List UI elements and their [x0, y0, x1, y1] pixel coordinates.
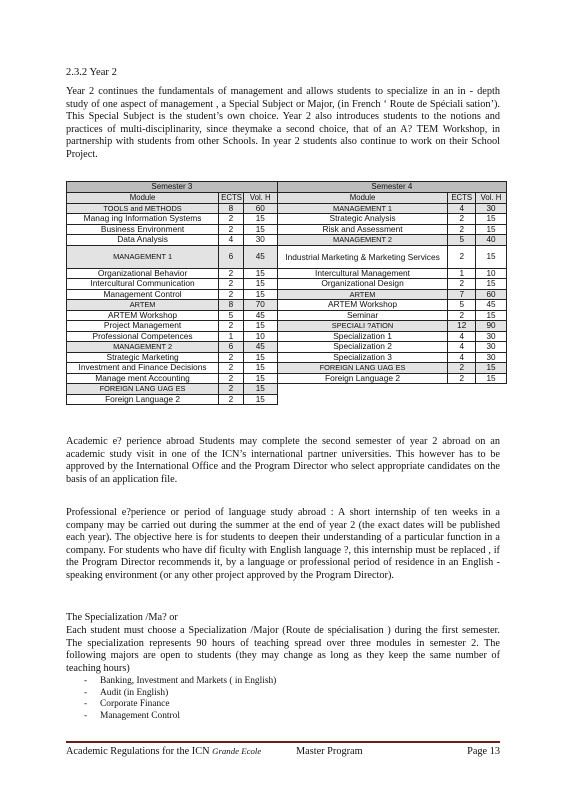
table-row — [67, 289, 507, 300]
module-cell: Specialization 2 — [277, 342, 448, 353]
ects-cell: 2 — [219, 363, 244, 374]
ects-cell: 2 — [448, 279, 476, 290]
semester-table — [66, 181, 507, 405]
module-cell: Project Management — [67, 321, 219, 332]
ects-cell: 4 — [448, 331, 476, 342]
volh-cell: 15 — [243, 384, 277, 395]
volh-cell: 45 — [243, 310, 277, 321]
col-module-header: Module — [67, 193, 219, 204]
module-cell: FOREIGN LANG UAG ES — [67, 384, 219, 395]
module-cell: Industrial Marketing & Marketing Services — [277, 245, 448, 268]
volh-cell: 15 — [476, 279, 507, 290]
table-row — [67, 363, 507, 374]
ects-cell: 6 — [219, 342, 244, 353]
academic-experience-paragraph: Academic e? perience abroad Students may complete the second semester of year 2 abroad on an academic study visit in one of the ICN’s international partner universities. This however has to be approved by the International Office and the Program Director who select appropriate candidates on the basis of an application file. — [66, 436, 500, 485]
volh-cell: 45 — [243, 342, 277, 353]
volh-cell: 10 — [243, 331, 277, 342]
table-row — [67, 300, 507, 311]
volh-cell: 15 — [476, 224, 507, 235]
ects-cell: 2 — [448, 214, 476, 225]
module-cell: Manag ing Information Systems — [67, 214, 219, 225]
module-cell: ARTEM — [67, 300, 219, 311]
specialization-title: The Specialization /Ma? or — [66, 612, 178, 623]
semester-table-body — [67, 203, 507, 405]
module-cell: SPECIALI ?ATION — [277, 321, 448, 332]
ects-cell: 2 — [219, 214, 244, 225]
module-cell — [277, 394, 448, 405]
module-cell: Business Environment — [67, 224, 219, 235]
volh-cell: 90 — [476, 321, 507, 332]
module-cell: FOREIGN LANG UAG ES — [277, 363, 448, 374]
module-cell: TOOLS and METHODS — [67, 203, 219, 214]
volh-cell: 15 — [243, 224, 277, 235]
list-item: - Corporate Finance — [84, 699, 276, 711]
footer-title-text: Academic Regulations for the ICN — [66, 746, 210, 757]
module-cell: Strategic Marketing — [67, 352, 219, 363]
ects-cell: 4 — [448, 352, 476, 363]
volh-cell: 30 — [476, 331, 507, 342]
footer-title — [66, 746, 261, 757]
table-row — [67, 373, 507, 384]
module-cell: Investment and Finance Decisions — [67, 363, 219, 374]
volh-cell: 15 — [476, 373, 507, 384]
volh-cell: 15 — [243, 352, 277, 363]
list-item: - Management Control — [84, 711, 276, 723]
ects-cell: 6 — [219, 245, 244, 268]
table-row — [67, 342, 507, 353]
module-cell: Organizational Design — [277, 279, 448, 290]
volh-cell: 10 — [476, 268, 507, 279]
volh-cell: 15 — [476, 363, 507, 374]
table-row — [67, 224, 507, 235]
ects-cell: 8 — [219, 203, 244, 214]
module-cell: MANAGEMENT 1 — [67, 245, 219, 268]
volh-cell: 40 — [476, 235, 507, 246]
ects-cell: 2 — [219, 394, 244, 405]
module-cell: Organizational Behavior — [67, 268, 219, 279]
professional-experience-paragraph: Professional e?perience or period of language study abroad : A short internship of ten weeks in a company may be carried out during the summer at the end of year 2 (the exact dates will be published each year). The objective here is for students to deepen their understanding of a particular function in a company. For students who have dif ficulty with English language ?, this internship must be replaced , if the Program Director recommends it, by a language or professional period of residence in an English -speaking environment (or any other project approved by the Program Director). — [66, 507, 500, 581]
module-cell: Management Control — [67, 289, 219, 300]
volh-cell: 30 — [476, 342, 507, 353]
list-item: - Banking, Investment and Markets ( in English) — [84, 676, 276, 688]
volh-cell: 15 — [243, 289, 277, 300]
module-cell: Foreign Language 2 — [67, 394, 219, 405]
module-cell: MANAGEMENT 2 — [277, 235, 448, 246]
ects-cell: 4 — [448, 342, 476, 353]
table-row — [67, 279, 507, 290]
module-cell: MANAGEMENT 2 — [67, 342, 219, 353]
page-number: Page 13 — [467, 746, 500, 757]
volh-cell: 60 — [243, 203, 277, 214]
module-cell: Intercultural Management — [277, 268, 448, 279]
module-cell: Specialization 1 — [277, 331, 448, 342]
module-cell: Specialization 3 — [277, 352, 448, 363]
table-row — [67, 235, 507, 246]
ects-cell: 7 — [448, 289, 476, 300]
volh-cell: 15 — [243, 214, 277, 225]
ects-cell: 5 — [219, 310, 244, 321]
col-volh-header: Vol. H — [476, 193, 507, 204]
ects-cell: 2 — [219, 321, 244, 332]
majors-list — [84, 676, 276, 722]
col-ects-header: ECTS — [448, 193, 476, 204]
col-ects-header: ECTS — [219, 193, 244, 204]
volh-cell: 45 — [476, 300, 507, 311]
volh-cell: 15 — [476, 214, 507, 225]
volh-cell: 15 — [243, 321, 277, 332]
ects-cell — [448, 394, 476, 405]
semester3-header: Semester 3 — [67, 182, 278, 193]
volh-cell: 15 — [243, 373, 277, 384]
table-row — [67, 394, 507, 405]
module-cell: Manage ment Accounting — [67, 373, 219, 384]
ects-cell: 2 — [448, 224, 476, 235]
volh-cell: 15 — [243, 279, 277, 290]
volh-cell — [476, 384, 507, 395]
module-cell: Strategic Analysis — [277, 214, 448, 225]
ects-cell: 5 — [448, 235, 476, 246]
table-row — [67, 352, 507, 363]
table-row — [67, 268, 507, 279]
volh-cell: 30 — [243, 235, 277, 246]
ects-cell: 2 — [219, 352, 244, 363]
semester4-header: Semester 4 — [277, 182, 506, 193]
ects-cell: 5 — [448, 300, 476, 311]
module-cell: Intercultural Communication — [67, 279, 219, 290]
footer-rule — [66, 741, 500, 743]
ects-cell: 12 — [448, 321, 476, 332]
table-row — [67, 245, 507, 268]
ects-cell — [448, 384, 476, 395]
ects-cell: 4 — [219, 235, 244, 246]
volh-cell: 60 — [476, 289, 507, 300]
module-cell: ARTEM Workshop — [277, 300, 448, 311]
footer-title-italic: Grande Ecole — [212, 746, 262, 756]
module-cell: Foreign Language 2 — [277, 373, 448, 384]
volh-cell: 15 — [243, 394, 277, 405]
ects-cell: 4 — [448, 203, 476, 214]
table-row — [67, 214, 507, 225]
section-heading: 2.3.2 Year 2 — [66, 67, 117, 78]
volh-cell — [476, 394, 507, 405]
footer-program: Master Program — [296, 746, 363, 757]
volh-cell: 15 — [243, 363, 277, 374]
ects-cell: 2 — [219, 224, 244, 235]
ects-cell: 2 — [219, 373, 244, 384]
module-cell: ARTEM — [277, 289, 448, 300]
table-row — [67, 203, 507, 214]
volh-cell: 15 — [243, 268, 277, 279]
col-volh-header: Vol. H — [243, 193, 277, 204]
ects-cell: 8 — [219, 300, 244, 311]
intro-paragraph: Year 2 continues the fundamentals of management and allows students to specialize in an in - depth study of one aspect of management , a Special Subject or Major, (in French ‘ Route de Spéciali sation’). This Special Subject is the student’s own choice. Year 2 also introduces students to the notions and practices of multi-disciplinarity, since theymake a second choice, that of an A? TEM Workshop, in partnership with students from other Schools. In year 2 students also continue to work on their School Project. — [66, 86, 500, 160]
ects-cell: 2 — [448, 310, 476, 321]
volh-cell: 70 — [243, 300, 277, 311]
volh-cell: 15 — [476, 310, 507, 321]
volh-cell: 30 — [476, 203, 507, 214]
module-cell: Risk and Assessment — [277, 224, 448, 235]
module-cell: ARTEM Workshop — [67, 310, 219, 321]
ects-cell: 2 — [219, 289, 244, 300]
table-row — [67, 321, 507, 332]
list-item: - Audit (in English) — [84, 688, 276, 700]
ects-cell: 2 — [448, 363, 476, 374]
volh-cell: 15 — [476, 245, 507, 268]
ects-cell: 1 — [219, 331, 244, 342]
ects-cell: 2 — [219, 268, 244, 279]
ects-cell: 1 — [448, 268, 476, 279]
ects-cell: 2 — [448, 245, 476, 268]
table-row — [67, 310, 507, 321]
module-cell — [277, 384, 448, 395]
ects-cell: 2 — [448, 373, 476, 384]
specialization-paragraph: Each student must choose a Specialization /Major (Route de spécialisation ) during the first semester. The specialization represents 90 hours of teaching spread over three modules in semester 2. The following majors are open to students (they may change as long as they keep the same number of teaching hours) — [66, 625, 500, 674]
table-row — [67, 384, 507, 395]
volh-cell: 30 — [476, 352, 507, 363]
module-cell: MANAGEMENT 1 — [277, 203, 448, 214]
ects-cell: 2 — [219, 384, 244, 395]
table-row — [67, 331, 507, 342]
volh-cell: 45 — [243, 245, 277, 268]
module-cell: Seminar — [277, 310, 448, 321]
ects-cell: 2 — [219, 279, 244, 290]
module-cell: Data Analysis — [67, 235, 219, 246]
module-cell: Professional Competences — [67, 331, 219, 342]
col-module-header: Module — [277, 193, 448, 204]
